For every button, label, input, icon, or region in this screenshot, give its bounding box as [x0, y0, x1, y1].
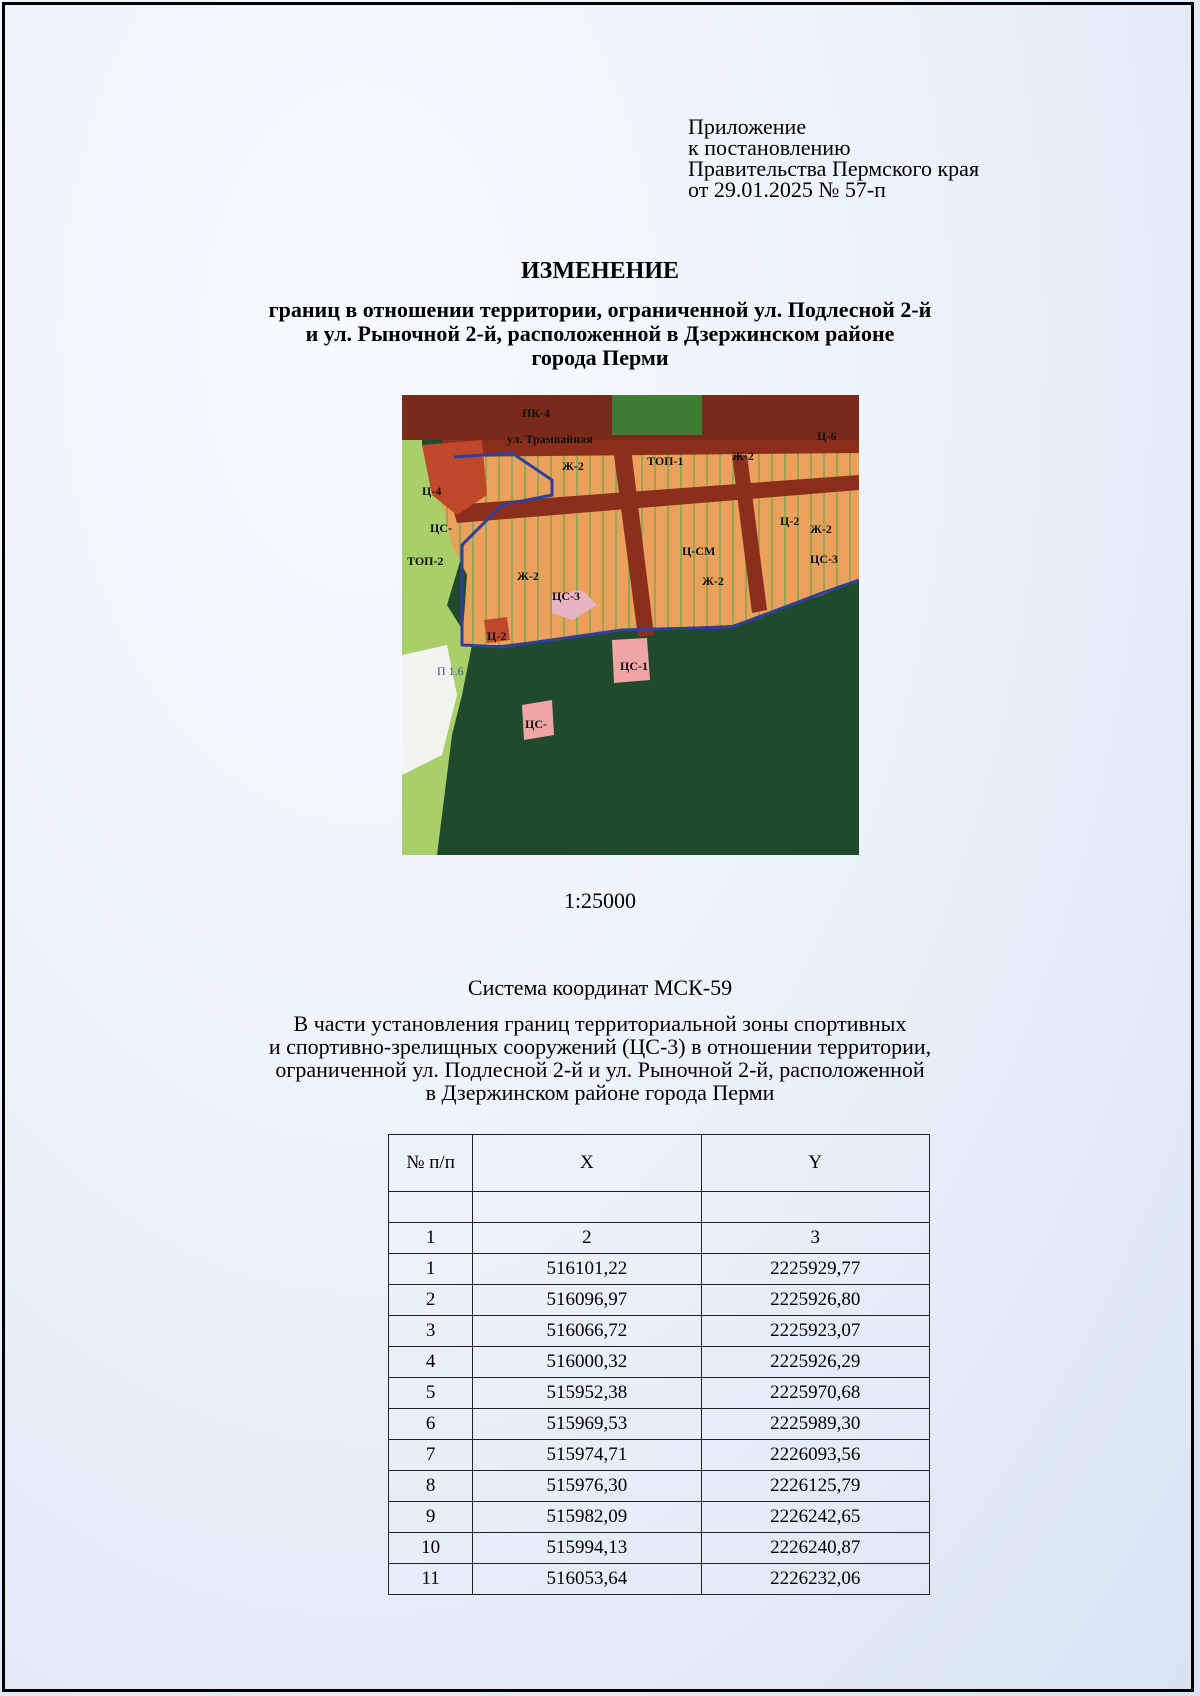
cell-y: 2225929,77 [701, 1254, 929, 1285]
zoning-map [402, 395, 859, 855]
cell-y: 2225926,29 [701, 1347, 929, 1378]
cell-n: 4 [389, 1347, 473, 1378]
table-row [389, 1533, 930, 1564]
cell-n: 3 [389, 1316, 473, 1347]
cell-x: 515976,30 [473, 1471, 701, 1502]
cell-x: 515952,38 [473, 1378, 701, 1409]
document-title: ИЗМЕНЕНИЕ [520, 258, 679, 284]
map-label: Ц-2 [780, 514, 800, 528]
table-row [389, 1378, 930, 1409]
table-row [389, 1409, 930, 1440]
header-x: X [473, 1135, 701, 1192]
cell-x: 516096,97 [473, 1285, 701, 1316]
description-line: В части установления границ территориальной зоны спортивных [293, 1011, 907, 1036]
table-row [389, 1502, 930, 1533]
header-num: № п/п [389, 1135, 473, 1192]
map-label: Ж-2 [732, 449, 754, 463]
subtitle-line: и ул. Рыночной 2-й, расположенной в Дзержинском районе [305, 321, 895, 346]
cell-n: 7 [389, 1440, 473, 1471]
column-number-row [389, 1223, 930, 1254]
cell-x: 516066,72 [473, 1316, 701, 1347]
table-row [389, 1564, 930, 1595]
table-row [389, 1285, 930, 1316]
cell-x: 516053,64 [473, 1564, 701, 1595]
map-label: ул. Трамвайная [507, 432, 593, 446]
cell-y: 2226125,79 [701, 1471, 929, 1502]
map-label: Ж-2 [517, 569, 539, 583]
cell-x: 515974,71 [473, 1440, 701, 1471]
map-label: ЦС-1 [620, 659, 648, 673]
map-label: ПК-4 [522, 406, 551, 420]
cell-n: 6 [389, 1409, 473, 1440]
cell-n: 8 [389, 1471, 473, 1502]
map-label: Ц-4 [422, 484, 442, 498]
cell-y: 2226093,56 [701, 1440, 929, 1471]
column-number: 3 [701, 1223, 929, 1254]
appendix-line: Правительства Пермского края [688, 156, 980, 181]
map-label: ТОП-1 [647, 454, 684, 468]
cell-n: 9 [389, 1502, 473, 1533]
header-y: Y [701, 1135, 929, 1192]
table-header-row [389, 1135, 930, 1192]
map-label: ЦС- [430, 521, 452, 535]
map-label: Ц-СМ [682, 544, 716, 558]
table-row [389, 1254, 930, 1285]
cell-y: 2226232,06 [701, 1564, 929, 1595]
map-label: Ж-2 [702, 574, 724, 588]
table-row [389, 1440, 930, 1471]
cell-y: 2226240,87 [701, 1533, 929, 1564]
appendix-line: к постановлению [688, 135, 851, 160]
map-label: Ж-2 [562, 459, 584, 473]
column-number: 1 [389, 1223, 473, 1254]
coordinate-system: Система координат МСК-59 [467, 975, 733, 1000]
table-row [389, 1471, 930, 1502]
map-label: ТОП-2 [407, 554, 444, 568]
top-green [612, 395, 702, 435]
cell-n: 10 [389, 1533, 473, 1564]
table-row [389, 1347, 930, 1378]
cell-y: 2225926,80 [701, 1285, 929, 1316]
table-row [389, 1316, 930, 1347]
appendix-header [688, 116, 979, 200]
appendix-line: Приложение [688, 114, 807, 139]
map-scale: 1:25000 [563, 888, 637, 913]
map-label: ЦС-3 [552, 589, 580, 603]
cell-x: 516101,22 [473, 1254, 701, 1285]
description-line: ограниченной ул. Подлесной 2-й и ул. Рыночной 2-й, расположенной [275, 1057, 925, 1082]
cell-y: 2226242,65 [701, 1502, 929, 1533]
description-line: и спортивно-зрелищных сооружений (ЦС-3) в отношении территории, [268, 1034, 932, 1059]
subtitle-line: границ в отношении территории, ограниченной ул. Подлесной 2-й [268, 297, 932, 322]
cell-n: 1 [389, 1254, 473, 1285]
map-label: ЦС-3 [810, 552, 838, 566]
map-label: Ж-2 [810, 522, 832, 536]
cell-y: 2225970,68 [701, 1378, 929, 1409]
cell-x: 515994,13 [473, 1533, 701, 1564]
map-label: Ц-2 [487, 629, 507, 643]
map-label: Ц-6 [817, 429, 837, 443]
column-number: 2 [473, 1223, 701, 1254]
cell-y: 2225989,30 [701, 1409, 929, 1440]
document-subtitle [0, 298, 1200, 370]
cell-x: 515969,53 [473, 1409, 701, 1440]
appendix-line: от 29.01.2025 № 57-п [688, 177, 886, 202]
map-label: ЦС- [525, 717, 547, 731]
cell-y: 2225923,07 [701, 1316, 929, 1347]
description [0, 1012, 1200, 1104]
map-label: П 1.6 [437, 664, 464, 678]
description-line: в Дзержинском районе города Перми [425, 1080, 775, 1105]
subtitle-line: города Перми [531, 345, 669, 370]
cell-n: 2 [389, 1285, 473, 1316]
cell-x: 515982,09 [473, 1502, 701, 1533]
cell-x: 516000,32 [473, 1347, 701, 1378]
cell-n: 5 [389, 1378, 473, 1409]
coordinates-table [388, 1134, 930, 1595]
cell-n: 11 [389, 1564, 473, 1595]
